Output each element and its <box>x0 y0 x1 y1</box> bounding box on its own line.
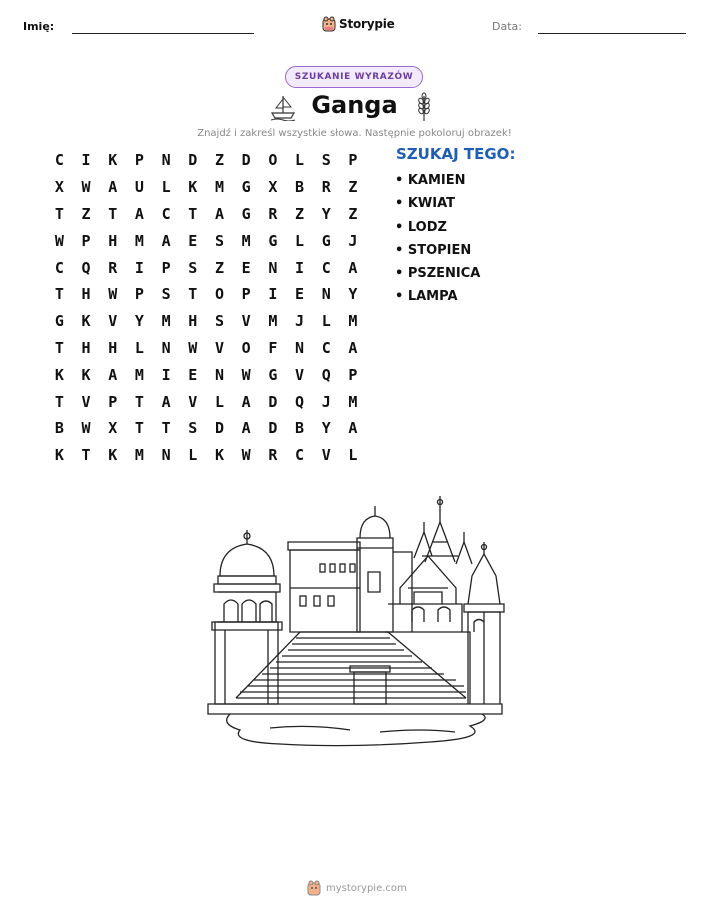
grid-cell[interactable]: M <box>161 312 171 331</box>
brand <box>322 14 395 34</box>
grid-cell[interactable]: J <box>295 312 305 331</box>
grid-cell[interactable]: D <box>241 151 251 170</box>
date-field[interactable] <box>538 33 686 34</box>
grid-cell[interactable]: T <box>188 204 198 223</box>
page-title: Ganga <box>311 91 398 119</box>
grid-row <box>46 147 366 174</box>
grid-cell[interactable]: W <box>54 231 64 250</box>
grid-cell[interactable]: P <box>134 285 144 304</box>
grid-cell[interactable]: F <box>268 338 278 357</box>
grid-cell[interactable]: G <box>241 178 251 197</box>
grid-cell[interactable]: S <box>188 419 198 438</box>
grid-cell[interactable]: C <box>54 151 64 170</box>
grid-cell[interactable]: W <box>81 178 91 197</box>
grid-cell[interactable]: K <box>108 446 118 465</box>
grid-cell[interactable]: P <box>161 258 171 277</box>
grid-cell[interactable]: L <box>214 392 224 411</box>
grid-cell[interactable]: C <box>321 338 331 357</box>
grid-cell[interactable]: J <box>321 392 331 411</box>
grid-cell[interactable]: T <box>54 392 64 411</box>
grid-cell[interactable]: R <box>321 178 331 197</box>
grid-cell[interactable]: E <box>188 231 198 250</box>
word-list-item: • STOPIEN <box>395 242 472 258</box>
grid-cell[interactable]: T <box>134 419 144 438</box>
grid-cell[interactable]: W <box>81 419 91 438</box>
grid-cell[interactable]: B <box>54 419 64 438</box>
grid-cell[interactable]: L <box>348 446 358 465</box>
grid-row <box>46 388 366 415</box>
grid-cell[interactable]: Y <box>321 204 331 223</box>
grid-cell[interactable]: R <box>268 446 278 465</box>
grid-cell[interactable]: U <box>134 178 144 197</box>
grid-cell[interactable]: A <box>161 392 171 411</box>
grid-cell[interactable]: M <box>134 365 144 384</box>
grid-cell[interactable]: P <box>134 151 144 170</box>
grid-cell[interactable]: W <box>241 365 251 384</box>
grid-cell[interactable]: W <box>241 446 251 465</box>
grid-cell[interactable]: Z <box>348 204 358 223</box>
grid-cell[interactable]: O <box>214 285 224 304</box>
grid-cell[interactable]: A <box>348 258 358 277</box>
grid-cell[interactable]: P <box>241 285 251 304</box>
grid-cell[interactable]: T <box>54 285 64 304</box>
grid-cell[interactable]: N <box>321 285 331 304</box>
grid-row <box>46 361 366 388</box>
grid-cell[interactable]: A <box>108 365 118 384</box>
grid-cell[interactable]: D <box>214 419 224 438</box>
grid-cell[interactable]: T <box>161 419 171 438</box>
grid-cell[interactable]: S <box>161 285 171 304</box>
grid-cell[interactable]: B <box>295 419 305 438</box>
grid-cell[interactable]: A <box>214 204 224 223</box>
grid-cell[interactable]: T <box>54 338 64 357</box>
name-label: Imię: <box>23 20 55 33</box>
grid-cell[interactable]: A <box>348 338 358 357</box>
wheat-icon <box>416 92 432 122</box>
word-list-item: • PSZENICA <box>395 266 481 282</box>
grid-cell[interactable]: T <box>134 392 144 411</box>
grid-cell[interactable]: I <box>134 258 144 277</box>
grid-cell[interactable]: Z <box>214 258 224 277</box>
grid-cell[interactable]: N <box>161 151 171 170</box>
grid-cell[interactable]: Q <box>295 392 305 411</box>
grid-cell[interactable]: C <box>161 204 171 223</box>
grid-cell[interactable]: N <box>214 365 224 384</box>
grid-cell[interactable]: Q <box>81 258 91 277</box>
grid-cell[interactable]: A <box>241 419 251 438</box>
grid-cell[interactable]: M <box>134 231 144 250</box>
grid-cell[interactable]: P <box>348 365 358 384</box>
grid-cell[interactable]: G <box>268 231 278 250</box>
grid-cell[interactable]: V <box>241 312 251 331</box>
grid-cell[interactable]: H <box>188 312 198 331</box>
grid-cell[interactable]: R <box>268 204 278 223</box>
grid-cell[interactable]: H <box>81 285 91 304</box>
grid-cell[interactable]: A <box>134 204 144 223</box>
grid-cell[interactable]: W <box>108 285 118 304</box>
grid-cell[interactable]: K <box>108 151 118 170</box>
grid-cell[interactable]: G <box>268 365 278 384</box>
grid-cell[interactable]: P <box>108 392 118 411</box>
grid-cell[interactable]: T <box>81 446 91 465</box>
grid-cell[interactable]: Z <box>348 178 358 197</box>
grid-row <box>46 442 366 469</box>
letter-grid <box>46 147 366 469</box>
grid-cell[interactable]: Z <box>214 151 224 170</box>
grid-cell[interactable]: A <box>161 231 171 250</box>
grid-cell[interactable]: Q <box>321 365 331 384</box>
footer <box>307 880 407 896</box>
storypie-logo-icon <box>307 880 321 896</box>
instructions: Znajdź i zakreśl wszystkie słowa. Następnie pokoloruj obrazek! <box>197 128 512 139</box>
grid-cell[interactable]: V <box>214 338 224 357</box>
grid-cell[interactable]: S <box>214 231 224 250</box>
grid-cell[interactable]: E <box>295 285 305 304</box>
grid-cell[interactable]: N <box>161 338 171 357</box>
date-label: Data: <box>492 20 522 33</box>
word-list-item: • KAMIEN <box>395 173 466 188</box>
grid-row <box>46 308 366 335</box>
grid-cell[interactable]: L <box>161 178 171 197</box>
grid-cell[interactable]: L <box>188 446 198 465</box>
grid-cell[interactable]: M <box>348 392 358 411</box>
grid-cell[interactable]: A <box>348 419 358 438</box>
word-list-item: • KWIAT <box>395 196 456 212</box>
grid-cell[interactable]: V <box>321 446 331 465</box>
name-field[interactable] <box>72 33 254 34</box>
storypie-logo-icon <box>322 16 336 32</box>
grid-cell[interactable]: E <box>188 365 198 384</box>
grid-cell[interactable]: Y <box>134 312 144 331</box>
grid-cell[interactable]: L <box>134 338 144 357</box>
grid-row <box>46 201 366 228</box>
grid-cell[interactable]: V <box>108 312 118 331</box>
grid-cell[interactable]: G <box>241 204 251 223</box>
grid-cell[interactable]: A <box>108 178 118 197</box>
grid-cell[interactable]: N <box>268 258 278 277</box>
grid-cell[interactable]: S <box>321 151 331 170</box>
grid-cell[interactable]: E <box>241 258 251 277</box>
grid-cell[interactable]: C <box>321 258 331 277</box>
grid-cell[interactable]: K <box>81 365 91 384</box>
grid-cell[interactable]: Y <box>321 419 331 438</box>
grid-cell[interactable]: A <box>241 392 251 411</box>
word-list-title: SZUKAJ TEGO: <box>396 145 516 163</box>
grid-row <box>46 335 366 362</box>
grid-cell[interactable]: T <box>54 204 64 223</box>
grid-row <box>46 254 366 281</box>
grid-cell[interactable]: T <box>108 204 118 223</box>
grid-cell[interactable]: J <box>348 231 358 250</box>
grid-cell[interactable]: I <box>81 151 91 170</box>
grid-row <box>46 227 366 254</box>
word-list-item: • LODZ <box>395 219 447 235</box>
footer-url[interactable]: mystorypie.com <box>326 882 407 894</box>
grid-cell[interactable]: G <box>321 231 331 250</box>
grid-cell[interactable]: M <box>348 312 358 331</box>
grid-cell[interactable]: C <box>54 258 64 277</box>
grid-cell[interactable]: P <box>348 151 358 170</box>
grid-cell[interactable]: N <box>161 446 171 465</box>
grid-cell[interactable]: B <box>295 178 305 197</box>
grid-cell[interactable]: N <box>295 338 305 357</box>
grid-cell[interactable]: K <box>54 365 64 384</box>
brand-name: Storypie <box>339 17 395 31</box>
grid-cell[interactable]: D <box>268 392 278 411</box>
activity-badge: SZUKANIE WYRAZÓW <box>285 66 423 88</box>
grid-cell[interactable]: L <box>295 231 305 250</box>
grid-cell[interactable]: X <box>268 178 278 197</box>
word-list-item: • LAMPA <box>395 289 458 305</box>
grid-cell[interactable]: R <box>108 258 118 277</box>
grid-cell[interactable]: Z <box>81 204 91 223</box>
grid-cell[interactable]: K <box>214 446 224 465</box>
grid-cell[interactable]: M <box>214 178 224 197</box>
grid-cell[interactable]: K <box>81 312 91 331</box>
grid-cell[interactable]: H <box>108 338 118 357</box>
grid-cell[interactable]: C <box>295 446 305 465</box>
grid-cell[interactable]: M <box>268 312 278 331</box>
grid-cell[interactable]: H <box>81 338 91 357</box>
word-list <box>395 172 480 312</box>
grid-cell[interactable]: M <box>241 231 251 250</box>
grid-cell[interactable]: I <box>295 258 305 277</box>
grid-cell[interactable]: X <box>54 178 64 197</box>
grid-cell[interactable]: K <box>54 446 64 465</box>
grid-cell[interactable]: O <box>241 338 251 357</box>
grid-cell[interactable]: G <box>54 312 64 331</box>
grid-cell[interactable]: X <box>108 419 118 438</box>
grid-cell[interactable]: Y <box>348 285 358 304</box>
grid-cell[interactable]: W <box>188 338 198 357</box>
header <box>0 14 709 40</box>
grid-cell[interactable]: D <box>188 151 198 170</box>
grid-cell[interactable]: L <box>295 151 305 170</box>
grid-cell[interactable]: L <box>321 312 331 331</box>
grid-cell[interactable]: M <box>134 446 144 465</box>
grid-cell[interactable]: H <box>108 231 118 250</box>
grid-cell[interactable]: V <box>188 392 198 411</box>
ganga-ghat-illustration <box>200 492 510 748</box>
grid-cell[interactable]: O <box>268 151 278 170</box>
grid-cell[interactable]: Z <box>295 204 305 223</box>
grid-cell[interactable]: I <box>161 365 171 384</box>
grid-cell[interactable]: D <box>268 419 278 438</box>
grid-cell[interactable]: T <box>188 285 198 304</box>
grid-row <box>46 174 366 201</box>
grid-row <box>46 281 366 308</box>
grid-cell[interactable]: I <box>268 285 278 304</box>
grid-cell[interactable]: S <box>188 258 198 277</box>
grid-row <box>46 415 366 442</box>
grid-cell[interactable]: P <box>81 231 91 250</box>
grid-cell[interactable]: K <box>188 178 198 197</box>
grid-cell[interactable]: V <box>295 365 305 384</box>
grid-cell[interactable]: V <box>81 392 91 411</box>
grid-cell[interactable]: S <box>214 312 224 331</box>
title-row <box>0 91 709 123</box>
